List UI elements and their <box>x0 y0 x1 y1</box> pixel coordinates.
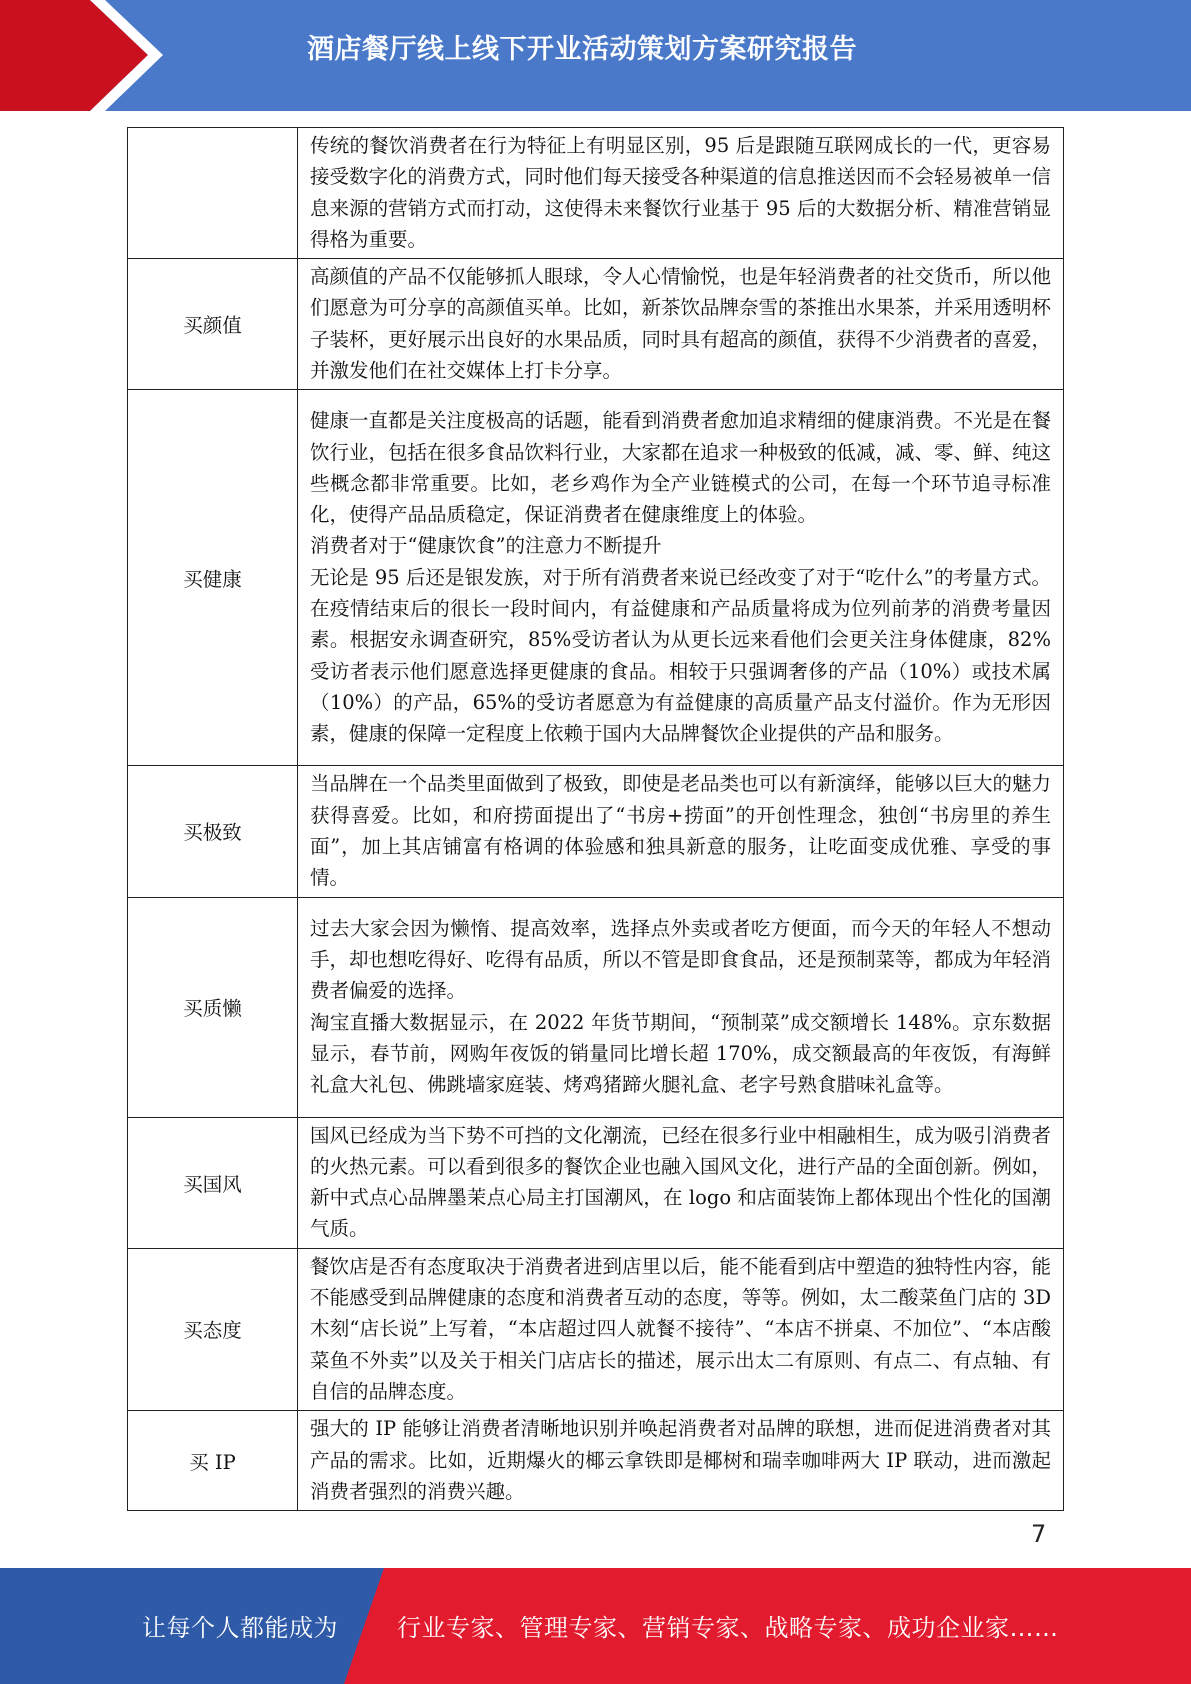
row-label: 买健康 <box>128 390 298 766</box>
row-label: 买颜值 <box>128 259 298 390</box>
row-label: 买质懒 <box>128 897 298 1117</box>
paragraph: 传统的餐饮消费者在行为特征上有明显区别，95 后是跟随互联网成长的一代，更容易接受数字化的消费方式，同时他们每天接受各种渠道的信息推送因而不会轻易被单一信息来源的营销方式而打动，这使得未来餐饮行业基于 95 后的大数据分析、精准营销显得格为重要。 <box>310 134 1052 251</box>
row-label: 买态度 <box>128 1248 298 1410</box>
row-content <box>298 390 1064 766</box>
table-row <box>128 128 1064 259</box>
paragraph: 过去大家会因为懒惰、提高效率，选择点外卖或者吃方便面，而今天的年轻人不想动手，却也想吃得好、吃得有品质，所以不管是即食食品，还是预制菜等，都成为年轻消费者偏爱的选择。 <box>310 916 1052 1003</box>
table-row <box>128 259 1064 390</box>
row-label <box>128 128 298 259</box>
paragraph: 无论是 95 后还是银发族，对于所有消费者来说已经改变了对于“吃什么”的考量方式。在疫情结束后的很长一段时间内，有益健康和产品质量将成为位列前茅的消费考量因素。根据安永调查研究，85%受访者认为从更长远来看他们会更关注身体健康，82%受访者表示他们愿意选择更健康的食品。相较于只强调奢侈的产品（10%）或技术属（10%）的产品，65%的受访者愿意为有益健康的高质量产品支付溢价。作为无形因素，健康的保障一定程度上依赖于国内大品牌餐饮企业提供的产品和服务。 <box>310 565 1051 746</box>
paragraph: 当品牌在一个品类里面做到了极致，即使是老品类也可以有新演绎，能够以巨大的魅力获得喜爱。比如，和府捞面提出了“书房+捞面”的开创性理念，独创“书房里的养生面”，加上其店铺富有格调的体验感和独具新意的服务，让吃面变成优雅、享受的事情。 <box>310 772 1052 890</box>
consumer-trends-table <box>127 127 1064 1511</box>
table-row <box>128 897 1064 1117</box>
footer-slogan-right: 行业专家、管理专家、营销专家、战略专家、成功企业家…… <box>397 1614 1059 1642</box>
page-footer <box>0 1568 1191 1684</box>
page-header <box>0 0 1191 111</box>
row-label: 买 IP <box>128 1411 298 1511</box>
paragraph: 淘宝直播大数据显示，在 2022 年货节期间，“预制菜”成交额增长 148%。京东数据显示，春节前，网购年夜饭的销量同比增长超 170%，成交额最高的年夜饭，有海鲜礼盒大礼包、佛跳墙家庭装、烤鸡猪蹄火腿礼盒、老字号熟食腊味礼盒等。 <box>310 1010 1051 1097</box>
row-content <box>298 766 1064 897</box>
paragraph: 国风已经成为当下势不可挡的文化潮流，已经在很多行业中相融相生，成为吸引消费者的火热元素。可以看到很多的餐饮企业也融入国风文化，进行产品的全面创新。例如，新中式点心品牌墨茉点心局主打国潮风，在 logo 和店面装饰上都体现出个性化的国潮气质。 <box>310 1123 1052 1241</box>
table-row <box>128 1117 1064 1248</box>
page-number: 7 <box>1031 1520 1047 1548</box>
paragraph: 强大的 IP 能够让消费者清晰地识别并唤起消费者对品牌的联想，进而促进消费者对其产品的需求。比如，近期爆火的椰云拿铁即是椰树和瑞幸咖啡两大 IP 联动，进而激起消费者强烈的消费兴趣。 <box>310 1417 1051 1503</box>
table-row <box>128 1248 1064 1410</box>
row-content <box>298 1411 1064 1511</box>
row-content <box>298 1248 1064 1410</box>
table-row <box>128 1411 1064 1511</box>
row-content <box>298 1117 1064 1248</box>
footer-slogan-left: 让每个人都能成为 <box>142 1614 338 1642</box>
paragraph: 健康一直都是关注度极高的话题，能看到消费者愈加追求精细的健康消费。不光是在餐饮行业，包括在很多食品饮料行业，大家都在追求一种极致的低减，减、零、鲜、纯这些概念都非常重要。比如，老乡鸡作为全产业链模式的公司，在每一个环节追寻标准化，使得产品品质稳定，保证消费者在健康维度上的体验。 <box>310 409 1052 527</box>
table-row <box>128 390 1064 766</box>
paragraph: 消费者对于“健康饮食”的注意力不断提升 <box>310 534 662 558</box>
table-row <box>128 766 1064 897</box>
document-title: 酒店餐厅线上线下开业活动策划方案研究报告 <box>307 34 857 65</box>
row-label: 买极致 <box>128 766 298 897</box>
row-content <box>298 897 1064 1117</box>
row-content <box>298 259 1064 390</box>
row-label: 买国风 <box>128 1117 298 1248</box>
paragraph: 高颜值的产品不仅能够抓人眼球，令人心情愉悦，也是年轻消费者的社交货币，所以他们愿意为可分享的高颜值买单。比如，新茶饮品牌奈雪的茶推出水果茶，并采用透明杯子装杯，更好展示出良好的水果品质，同时具有超高的颜值，获得不少消费者的喜爱，并激发他们在社交媒体上打卡分享。 <box>310 265 1052 383</box>
row-content <box>298 128 1064 259</box>
paragraph: 餐饮店是否有态度取决于消费者进到店里以后，能不能看到店中塑造的独特性内容，能不能感受到品牌健康的态度和消费者互动的态度，等等。例如，太二酸菜鱼门店的 3D 木刻“店长说”上写着，“本店超过四人就餐不接待”、“本店不拼桌、不加位”、“本店酸菜鱼不外卖”以及关于相关门店店长的描述，展示出太二有原则、有点二、有点轴、有自信的品牌态度。 <box>310 1254 1052 1403</box>
